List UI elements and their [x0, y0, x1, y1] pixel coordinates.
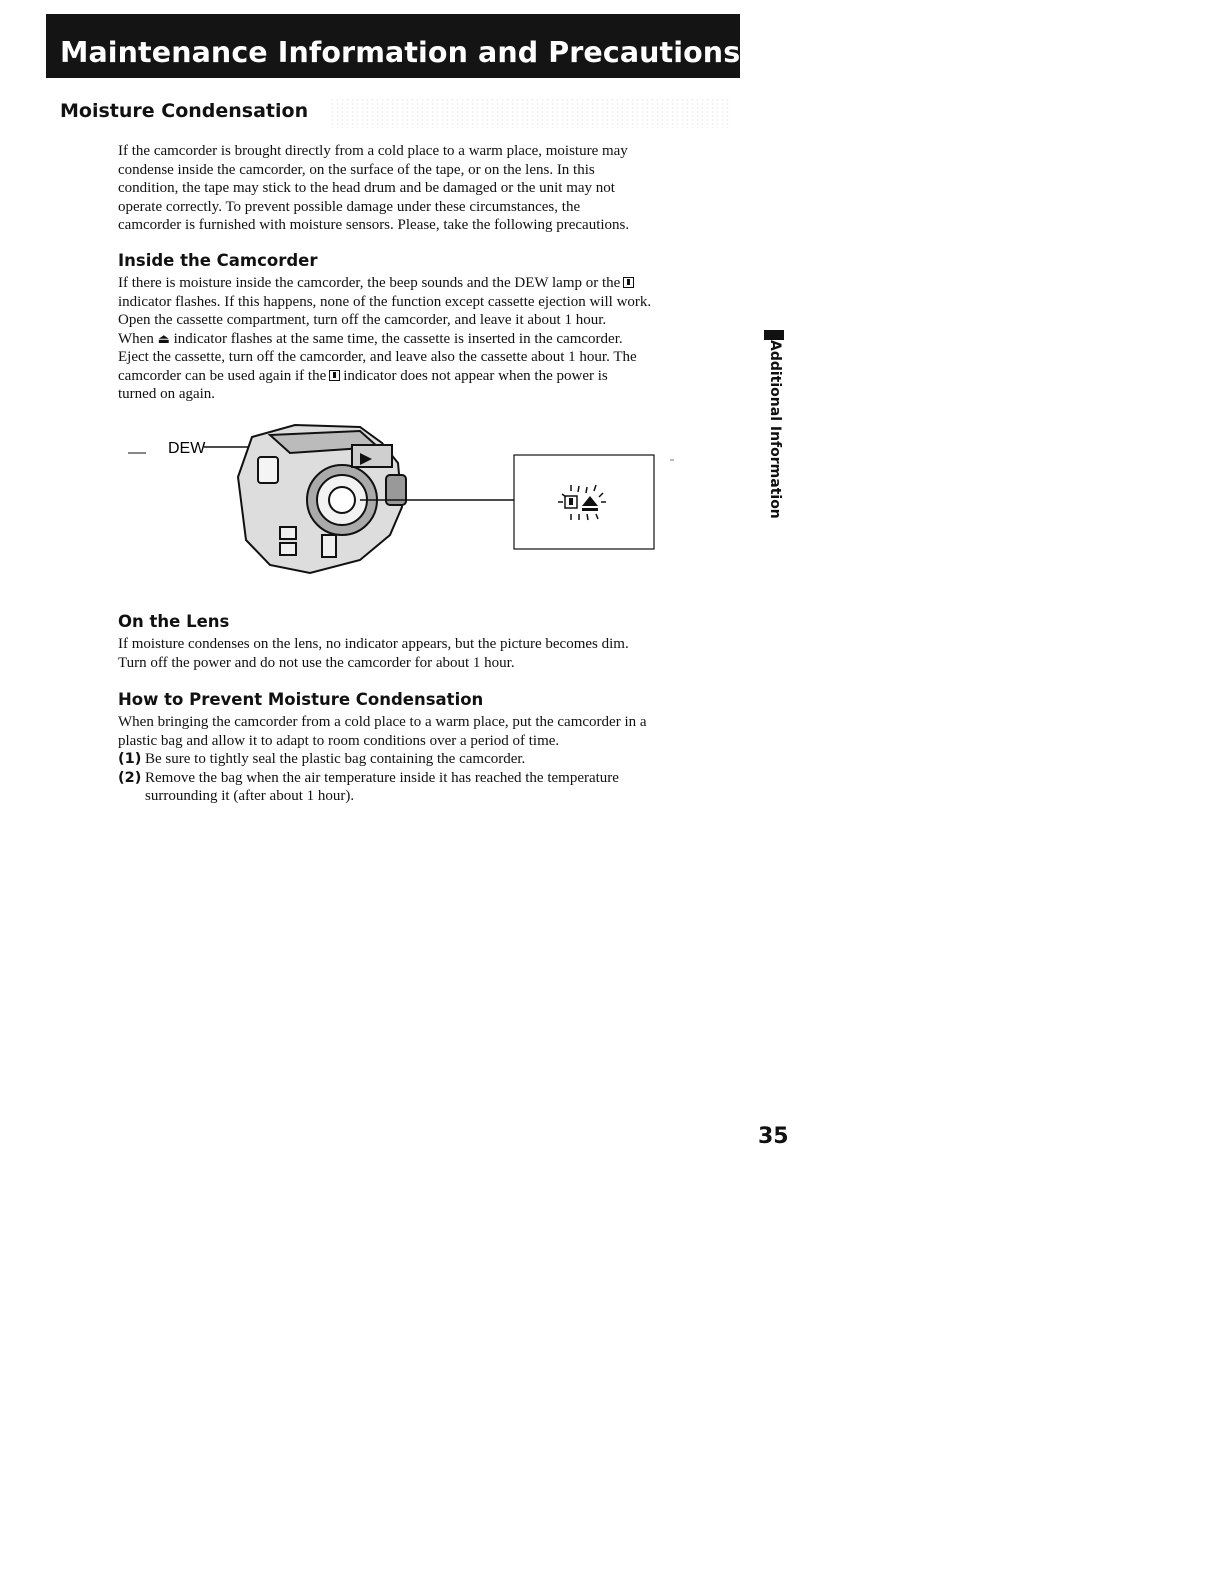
step-2 [118, 769, 619, 788]
inside-line [118, 274, 651, 293]
inside-line: Eject the cassette, turn off the camcorder, and leave also the cassette about 1 hour. The [118, 349, 637, 365]
prevent-heading: How to Prevent Moisture Condensation [118, 690, 484, 709]
lens-line: If moisture condenses on the lens, no indicator appears, but the picture becomes dim. [118, 636, 629, 652]
inside-paragraph [118, 274, 651, 404]
intro-line: If the camcorder is brought directly from a cold place to a warm place, moisture may [118, 143, 628, 159]
camcorder-diagram [120, 415, 680, 585]
eject-icon: ⏏ [157, 330, 170, 346]
prevent-line: plastic bag and allow it to adapt to room conditions over a period of time. [118, 732, 560, 749]
inside-line: indicator flashes. If this happens, none of the function except cassette ejection will work. [118, 293, 652, 310]
lens-paragraph [118, 635, 629, 672]
inside-line-text: When [118, 330, 154, 347]
lens-heading: On the Lens [118, 612, 230, 631]
dew-label: DEW [168, 440, 206, 457]
inside-line-text: indicator flashes at the same time, the cassette is inserted in the camcorder. [173, 330, 623, 347]
page-number: 35 [758, 1124, 789, 1149]
intro-line: operate correctly. To prevent possible damage under these circumstances, the [118, 198, 581, 215]
inside-line-text: indicator does not appear when the power is [343, 367, 608, 384]
section-title: Moisture Condensation [60, 100, 309, 122]
page-banner [46, 14, 740, 78]
intro-line: camcorder is furnished with moisture sensors. Please, take the following precautions. [118, 217, 630, 233]
lens-line: Turn off the power and do not use the camcorder for about 1 hour. [118, 654, 515, 671]
step-text: Be sure to tightly seal the plastic bag containing the camcorder. [145, 751, 526, 767]
scan-noise [330, 98, 730, 128]
prevent-line: When bringing the camcorder from a cold place to a warm place, put the camcorder in a [118, 714, 647, 730]
inside-line: Open the cassette compartment, turn off the camcorder, and leave it about 1 hour. [118, 312, 607, 328]
side-tab-marker [764, 330, 784, 340]
step-number: (1) [118, 751, 142, 767]
inside-heading: Inside the Camcorder [118, 251, 318, 270]
moisture-indicator-icon [329, 370, 340, 381]
viewfinder-display [514, 455, 654, 549]
moisture-indicator-icon [623, 277, 634, 288]
camcorder-icon [238, 425, 406, 573]
inside-line [118, 367, 651, 386]
inside-line [118, 330, 651, 349]
intro-line: condense inside the camcorder, on the surface of the tape, or on the lens. In this [118, 161, 595, 178]
inside-line-text: If there is moisture inside the camcorder, the beep sounds and the DEW lamp or the [118, 275, 621, 291]
intro-paragraph [118, 142, 629, 235]
intro-line: condition, the tape may stick to the head drum and be damaged or the unit may not [118, 180, 615, 196]
page-title: Maintenance Information and Precautions [60, 36, 741, 69]
inside-line: turned on again. [118, 386, 216, 402]
step-2-continuation: surrounding it (after about 1 hour). [145, 788, 355, 804]
step-text: Remove the bag when the air temperature inside it has reached the temperature [145, 770, 619, 786]
side-tab-label: Additional Information [767, 340, 783, 519]
step-1 [118, 750, 525, 769]
step-number: (2) [118, 770, 142, 786]
inside-line-text: camcorder can be used again if the [118, 367, 327, 384]
prevent-paragraph [118, 713, 647, 750]
